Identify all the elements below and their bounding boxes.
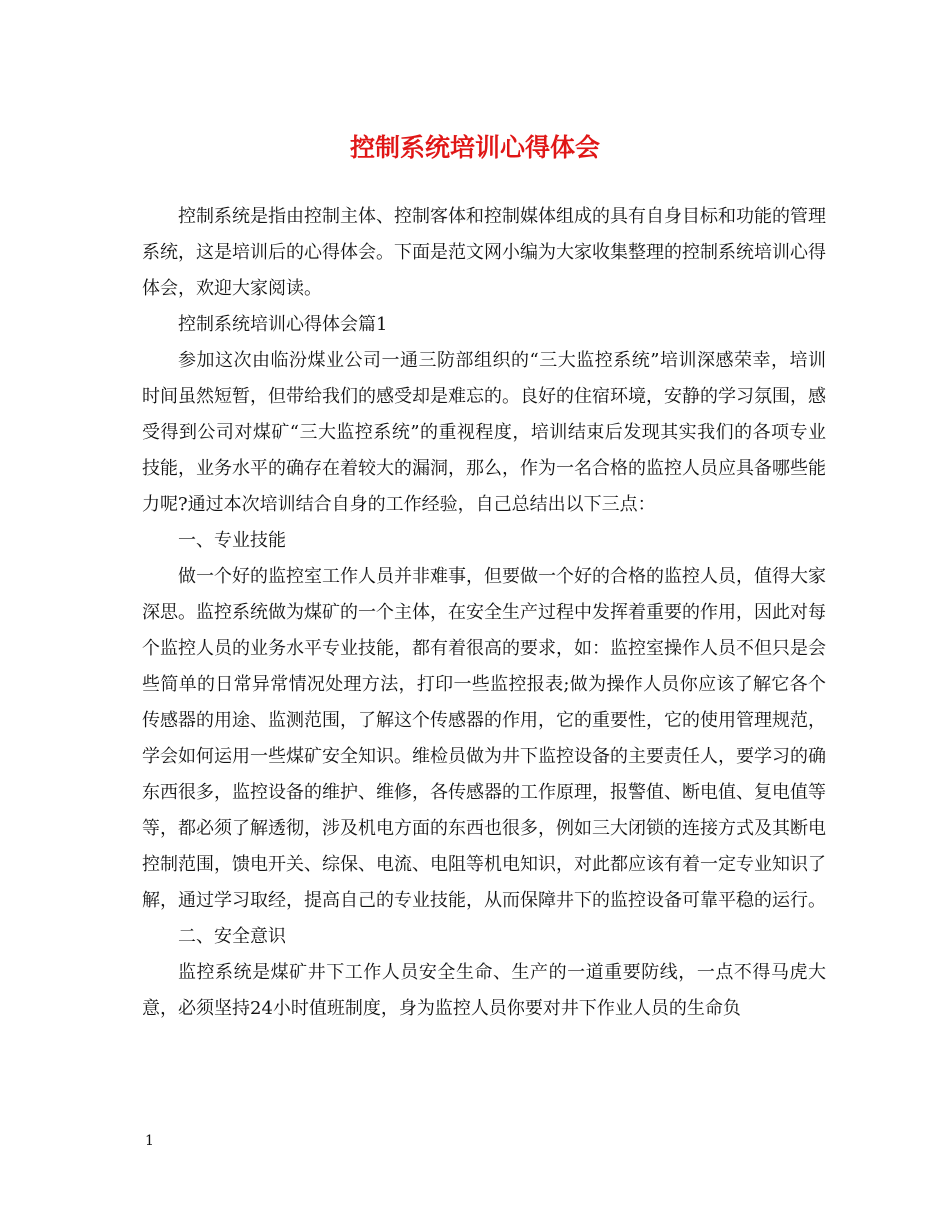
intro-paragraph: 控制系统是指由控制主体、控制客体和控制媒体组成的具有自身目标和功能的管理系统，这是培训后的心得体会。下面是范文网小编为大家收集整理的控制系统培训心得体会，欢迎大家阅读。: [142, 206, 826, 299]
section-heading-safety-awareness: 二、安全意识: [178, 926, 286, 947]
body-paragraph: 监控系统是煤矿井下工作人员安全生命、生产的一道重要防线，一点不得马虎大意，必须坚持24小时值班制度，身为监控人员你要对井下作业人员的生命负: [142, 962, 826, 1019]
section-heading-part-1: 控制系统培训心得体会篇1: [178, 314, 388, 335]
document-title: 控制系统培训心得体会: [349, 133, 600, 162]
body-paragraph: 参加这次由临汾煤业公司一通三防部组织的“三大监控系统”培训深感荣幸，培训时间虽然短暂，但带给我们的感受却是难忘的。良好的住宿环境，安静的学习氛围，感受得到公司对煤矿“三大监控系统”的重视程度，培训结束后发现其实我们的各项专业技能，业务水平的确存在着较大的漏洞，那么，作为一名合格的监控人员应具备哪些能力呢?通过本次培训结合自身的工作经验，自己总结出以下三点：: [142, 350, 826, 515]
section-heading-professional-skills: 一、专业技能: [178, 530, 286, 551]
body-paragraph: 做一个好的监控室工作人员并非难事，但要做一个好的合格的监控人员，值得大家深思。监控系统做为煤矿的一个主体，在安全生产过程中发挥着重要的作用，因此对每个监控人员的业务水平专业技能，都有着很高的要求，如：监控室操作人员不但只是会些简单的日常异常情况处理方法，打印一些监控报表;做为操作人员你应该了解它各个传感器的用途、监测范围，了解这个传感器的作用，它的重要性，它的使用管理规范，学会如何运用一些煤矿安全知识。维检员做为井下监控设备的主要责任人，要学习的确东西很多，监控设备的维护、维修，各传感器的工作原理，报警值、断电值、复电值等等，都必须了解透彻，涉及机电方面的东西也很多，例如三大闭锁的连接方式及其断电控制范围，馈电开关、综保、电流、电阻等机电知识，对此都应该有着一定专业知识了解，通过学习取经，提高自己的专业技能，从而保障井下的监控设备可靠平稳的运行。: [142, 566, 826, 911]
page-number: 1: [145, 1133, 154, 1149]
document-body: [142, 199, 826, 1027]
